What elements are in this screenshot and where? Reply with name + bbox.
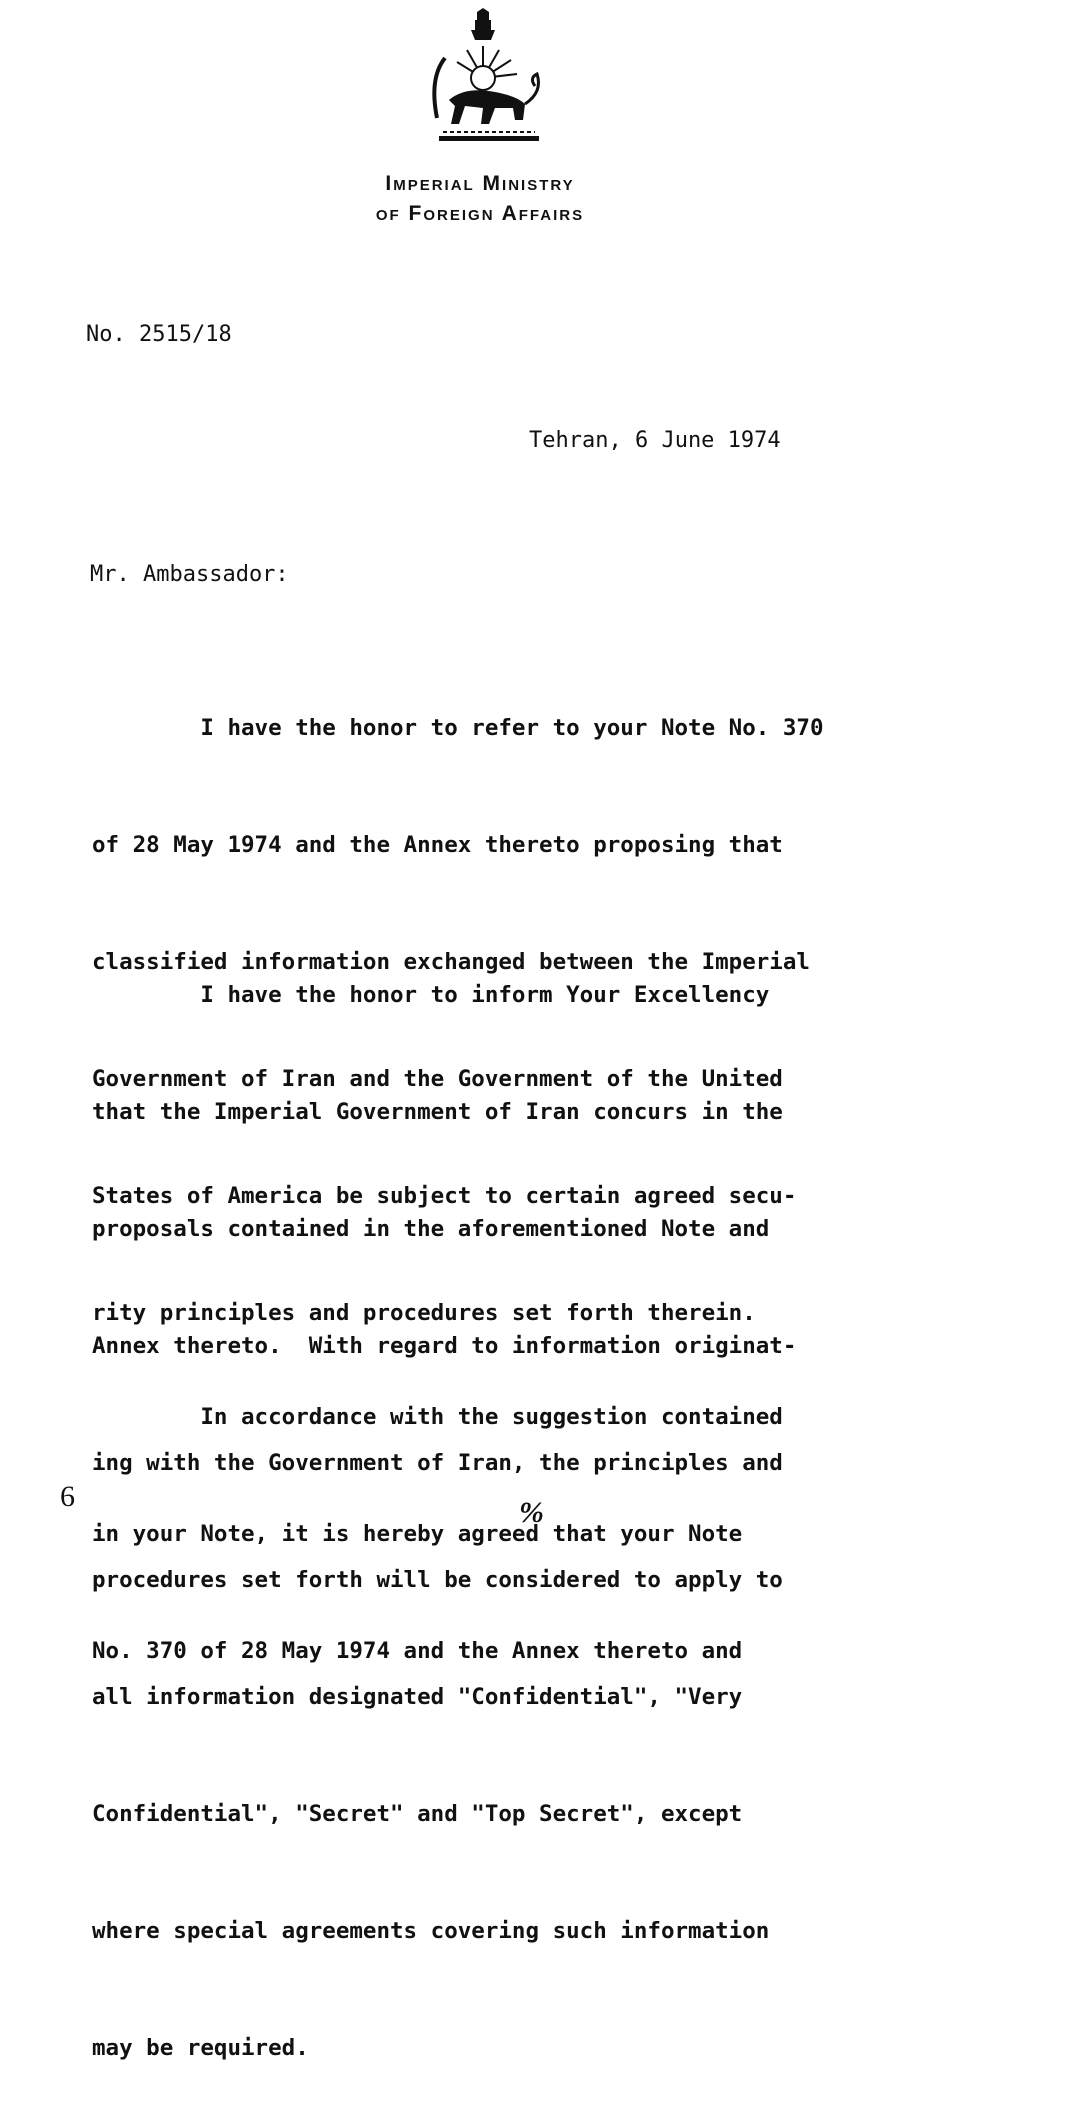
page-number: 6: [60, 1480, 75, 1513]
text-line: Annex thereto. With regard to information originat-: [92, 1333, 797, 1359]
text-line: In accordance with the suggestion contained: [92, 1404, 783, 1430]
letter-date: Tehran, 6 June 1974: [529, 428, 781, 453]
text-line: States of America be subject to certain agreed secu-: [92, 1183, 797, 1209]
paragraph-3: [92, 1320, 942, 1710]
text-line: where special agreements covering such information: [92, 1918, 770, 1944]
text-line: Government of Iran and the Government of the United: [92, 1066, 783, 1092]
text-line: of 28 May 1974 and the Annex thereto proposing that: [92, 832, 783, 858]
text-line: proposals contained in the aforementioned Note and: [92, 1216, 770, 1242]
text-line: that the Imperial Government of Iran concurs in the: [92, 1099, 783, 1125]
text-line: No. 370 of 28 May 1974 and the Annex thereto and: [92, 1638, 743, 1664]
text-line: rity principles and procedures set forth therein.: [92, 1300, 756, 1326]
lion-and-sun-emblem-icon: [425, 8, 555, 158]
text-line: I have the honor to refer to your Note No. 370: [92, 715, 824, 741]
text-line: may be required.: [92, 2035, 309, 2061]
text-line: ing with the Government of Iran, the principles and: [92, 1450, 783, 1476]
ministry-name-line2: of Foreign Affairs: [375, 202, 585, 225]
text-line: I have the honor to inform Your Excellency: [92, 982, 770, 1008]
page-mark: %: [519, 1496, 544, 1529]
reference-number: No. 2515/18: [86, 322, 232, 347]
text-line: in your Note, it is hereby agreed that your Note: [92, 1521, 743, 1547]
text-line: Confidential", "Secret" and "Top Secret", except: [92, 1801, 743, 1827]
text-line: all information designated "Confidential", "Very: [92, 1684, 743, 1710]
text-line: classified information exchanged between the Imperial: [92, 949, 810, 975]
salutation: Mr. Ambassador:: [90, 562, 289, 587]
text-line: procedures set forth will be considered to apply to: [92, 1567, 783, 1593]
ministry-name-line1: Imperial Ministry: [385, 172, 575, 195]
